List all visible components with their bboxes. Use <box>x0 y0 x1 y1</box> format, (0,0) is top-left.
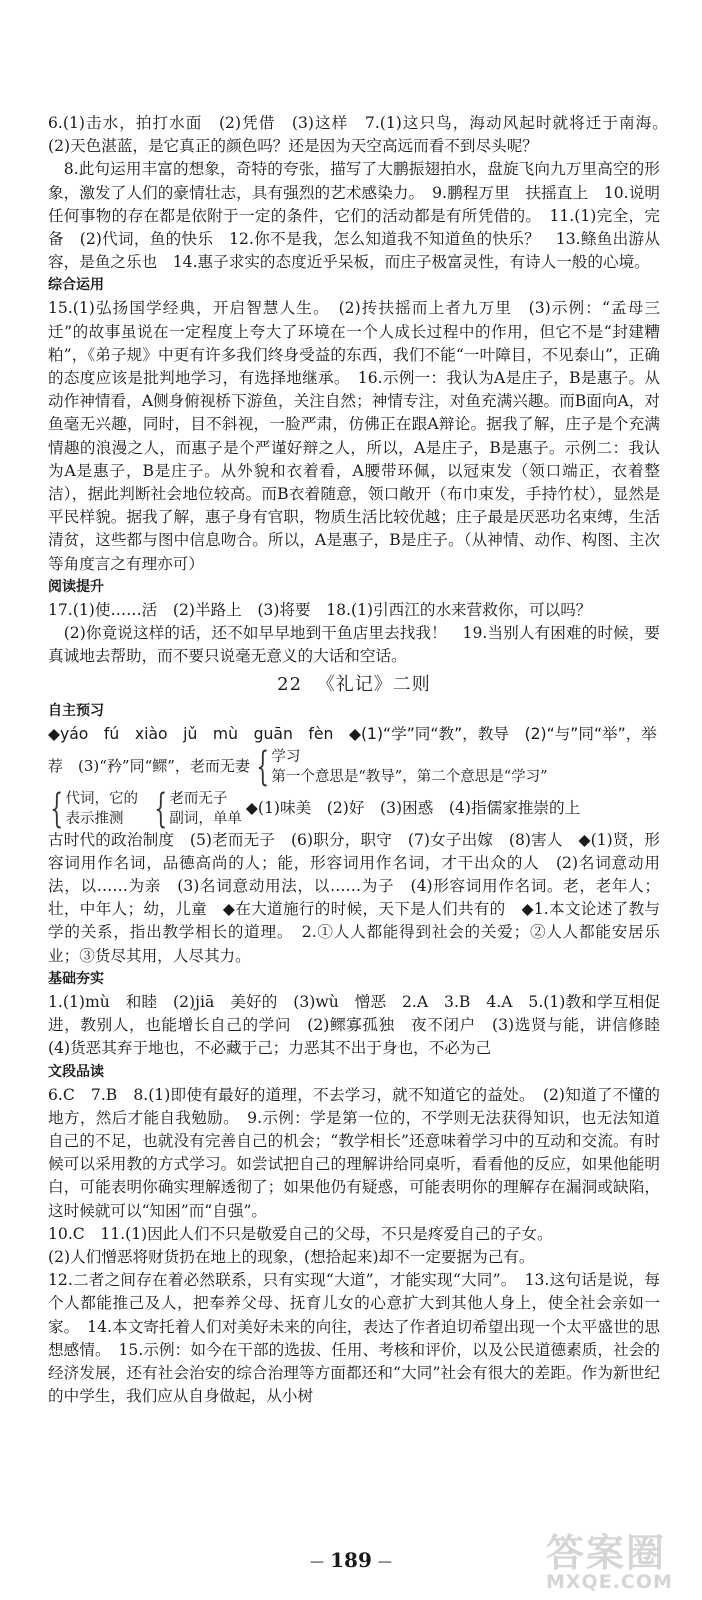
brace-group <box>254 743 548 790</box>
brace-icon: { <box>154 785 168 832</box>
answer-paragraph: 1.(1)mù 和睦 (2)jiā 美好的 (3)wù 憎恶 2.A 3.B 4.A 5.(1)教和学互相促进，教别人，也能增长自己的学问 (2)鳏寡孤独 夜不闭户 (3)选贤与能，讲信修睦 (4)货恶其弃于地也，不必藏于己；力恶其不出于身也，不必为己 <box>48 992 676 1058</box>
brace-row-2 <box>48 785 660 832</box>
lesson-number: 22 <box>277 674 303 696</box>
lesson-name: 《礼记》二则 <box>316 674 431 696</box>
section-heading-zonghe: 综合运用 <box>48 277 104 294</box>
section-heading-jichu: 基础夯实 <box>48 970 104 987</box>
section-heading-wenduan: 文段品读 <box>48 1063 104 1080</box>
section-heading-zizhu: 自主预习 <box>48 703 104 720</box>
answer-paragraph: 古时代的政治制度 (5)老而无子 (6)职分，职守 (7)女子出嫁 (8)害人 ◆(1)贤，形容词用作名词，品德高尚的人；能，形容词用作名词，才干出众的人 (2)名词意动用法，以……为亲 (3)名词意动用法，以……为子 (4)形容词用作名词。老，老年人；壮，中年人；幼，儿童 ◆在大道施行的时候，天下是人们共有的 ◆1.本文论述了教与学的关系，指出教学相长的道理。 2.①人人都能得到社会的关爱；②人人都能安居乐业；③货尽其用，人尽其力。 <box>48 830 660 965</box>
answer-paragraph: 15.(1)弘扬国学经典，开启智慧人生。 (2)抟扶摇而上者九万里 (3)示例：“孟母三迁”的故事虽说在一定程度上夸大了环境在一个人成长过程中的作用，但它不是“封建糟粕”，《弟子规》中更有许多我们终身受益的东西，我们不能“一叶障目，不见泰山”，正确的态度应该是批判地学习，有选择地继承。 16.示例一：我认为A是庄子，B是惠子。从动作神情看，A侧身俯视桥下游鱼，关注自然；神情专注，对鱼充满兴趣。而B面向A，对鱼毫无兴趣，同时，目不斜视，一脸严肃，仿佛正在跟A辩论。据我了解，庄子是个充满情趣的浪漫之人，而惠子是个严谨好辩之人，所以，A是庄子，B是惠子。示例二：我认为A是惠子，B是庄子。从外貌和衣着看，A腰带环佩，以冠束发（领口端正，衣着整洁），据此判断社会地位较高。而B衣着随意，领口敞开（布巾束发，手持竹杖），显然是平民样貌。据我了解，惠子身有官职，物质生活比较优越；庄子最是厌恶功名束缚，生活清贫，这些都与图中信息吻合。所以，A是惠子，B是庄子。（从神情、动作、构图、主次等角度言之有理亦可） <box>48 299 660 573</box>
answer-page-body <box>48 112 676 1408</box>
answer-paragraph: 6.C 7.B 8.(1)即使有最好的道理，不去学习，就不知道它的益处。 (2)知道了不懂的地方，然后才能自我勉励。 9.示例：学是第一位的，不学则无法获得知识，也无法知道自己的不足，也就没有完善自己的机会；“教学相长”还意味着学习中的互动和交流。有时候可以采用教的方式学习。如尝试把自己的理解讲给同桌听，看看他的反应，如果他能明白，可能表明你确实理解透彻了；如果他仍有疑惑，可能表明你的理解存在漏洞或缺陷，这时候就可以“知困”而“自强”。 <box>48 1085 660 1220</box>
brace-icon: { <box>256 743 270 790</box>
brace-item: 表示推测 <box>65 810 124 827</box>
answer-paragraph: 12.二者之间存在着必然联系，只有实现“大道”，才能实现“大同”。 13.这句话是说，每个人都能推己及人，把奉养父母、抚育儿女的心意扩大到其他人身上，使全社会亲如一家。 14.本文寄托着人们对美好未来的向往，表达了作者迫切希望出现一个太平盛世的思想感情。 15.示例：如今在干部的选拔、任用、考核和评价，以及公民道德素质，社会的经济发展，还有社会治安的综合治理等方面都还和“大同”社会有很大的差距。作为新世纪的中学生，我们应从自身做起，从小树 <box>48 1271 660 1406</box>
brace-item: 第一个意思是“教导”，第二个意思是“学习” <box>271 768 548 785</box>
answer-paragraph: (2)人们憎恶将财货扔在地上的现象，(想拾起来)却不一定要据为己有。 <box>48 1247 535 1266</box>
brace-group <box>48 785 138 832</box>
brace-item: 老而无子 <box>169 790 228 807</box>
answer-paragraph: (2)你竟说这样的话，还不如早早地到干鱼店里去找我！ 19.当别人有困难的时候，要真诚地去帮助，而不要只说毫无意义的大话和空话。 <box>48 624 660 666</box>
brace-item: 副词，单单 <box>169 810 242 827</box>
answer-paragraph: 17.(1)使……活 (2)半路上 (3)将要 18.(1)引西江的水来营救你，可以吗？ <box>48 600 592 619</box>
pinyin-line: ◆yáo fú xiào jǔ mù guān fèn ◆(1)“学”同“教”，教导 (2)“与”同“举”，举 <box>48 725 657 744</box>
lesson-title <box>48 670 660 700</box>
brace-icon: { <box>50 785 64 832</box>
section-heading-yuedu: 阅读提升 <box>48 578 104 595</box>
answer-paragraph: 8.此句运用丰富的想象，奇特的夸张，描写了大鹏振翅拍水，盘旋飞向九万里高空的形象，激发了人们的豪情壮志，具有强烈的艺术感染力。 9.鹏程万里 扶摇直上 10.说明任何事物的存在都是依附于一定的条件，它们的活动都是有所凭借的。 11.(1)完全，完备 (2)代词，鱼的快乐 12.你不是我，怎么知道我不知道鱼的快乐？ 13.鲦鱼出游从容，是鱼之乐也 14.惠子求实的态度近乎呆板，而庄子极富灵性，有诗人一般的心境。 <box>48 160 660 272</box>
answer-paragraph: 6.(1)击水，拍打水面 (2)凭借 (3)这样 7.(1)这只鸟，海动风起时就将迁于南海。 (2)天色湛蓝，是它真正的颜色吗？还是因为天空高远而看不到尽头呢？ <box>48 114 676 156</box>
answer-paragraph: 10.C 11.(1)因此人们不只是敬爱自己的父母，不只是疼爱自己的子女。 <box>48 1224 553 1243</box>
line-fragment: ◆(1)味美 (2)好 (3)困惑 (4)指儒家推崇的上 <box>245 799 581 818</box>
brace-row-1 <box>48 743 660 790</box>
brace-group <box>152 785 242 832</box>
brace-item: 学习 <box>271 748 301 765</box>
brace-item: 代词，它的 <box>65 790 138 807</box>
line-fragment: 荐 (3)“矜”同“鳏”，老而无妻 <box>48 757 250 776</box>
watermark-logo: 答案圈 MXQE.COM <box>546 1531 673 1593</box>
page-number: — 189 — <box>310 1548 392 1572</box>
